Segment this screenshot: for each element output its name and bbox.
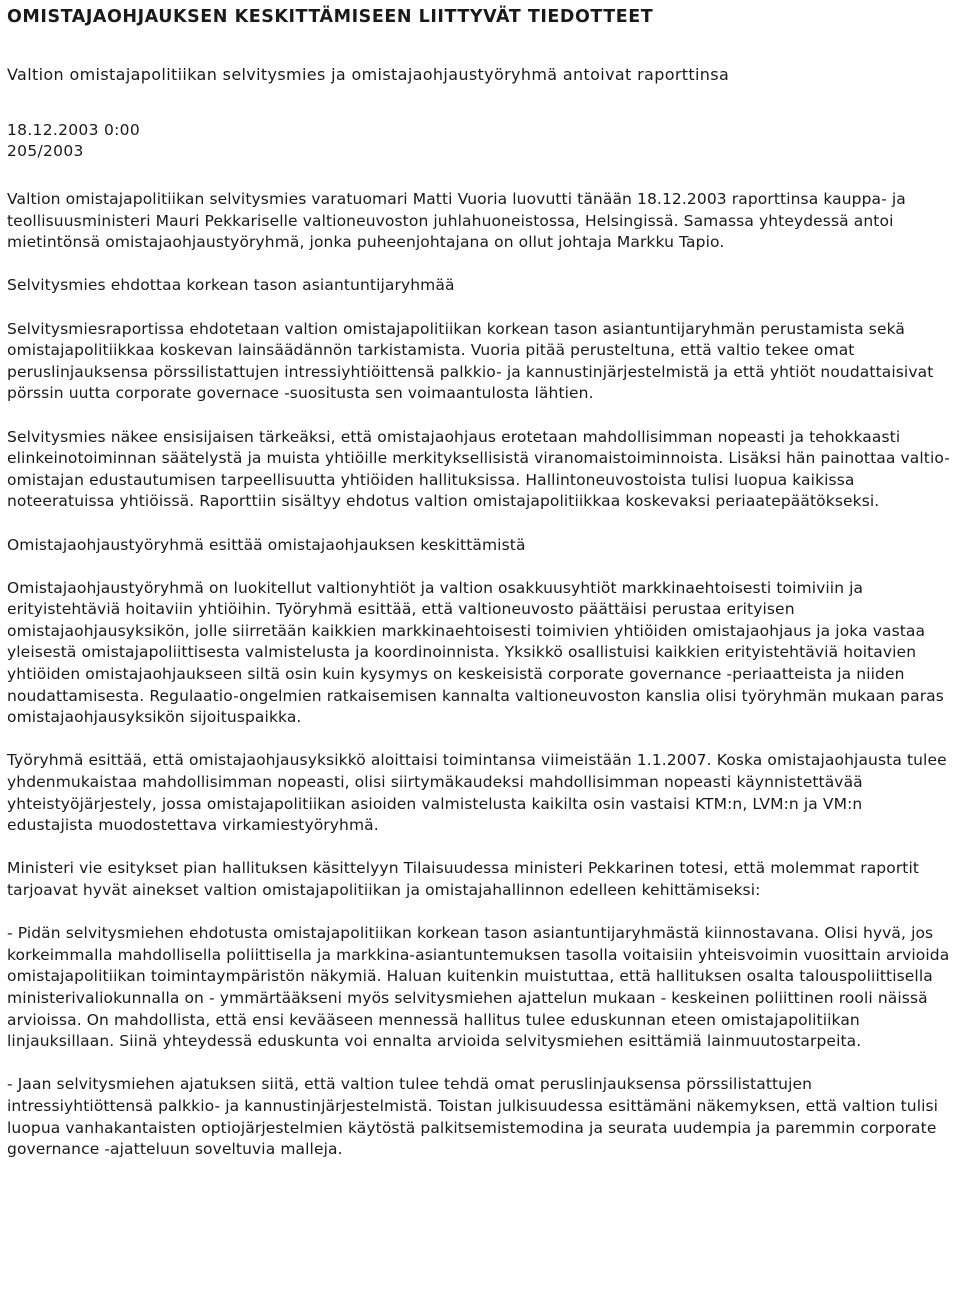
paragraph-quote: - Pidän selvitysmiehen ehdotusta omistajapolitiikan korkean tason asiantuntijaryhmästä kiinnostavana. Olisi hyvä, jos korkeimmalla mahdollisella poliittisella ja markkina-asiantuntemuksen tasolla voitaisiin yhteisvoimin vuosittain arvioida omistajapolitiikan toimintaympäristön näkymiä. Haluan kuitenkin muistuttaa, että hallituksen osalta talouspoliittisella ministerivaliokunnalla on - ymmärtääkseni myös selvitysmiehen ajattelun mukaan - keskeinen poliittinen rooli näissä arvioissa. On mahdollista, että ensi kevääseen mennessä hallitus tulee eduskunnan eteen omistajapolitiikan linjauksillaan. Siinä yhteydessä eduskunta voi ennalta arvioida selvitysmiehen esittämiä lainmuutostarpeita.	[7, 924, 950, 1051]
document-subtitle: Valtion omistajapolitiikan selvitysmies ja omistajaohjaustyöryhmä antoivat raporttinsa	[7, 65, 730, 84]
paragraph: Selvitysmiesraportissa ehdotetaan valtion omistajapolitiikan korkean tason asiantuntijaryhmän perustamista sekä omistajapolitiikkaa koskevan lainsäädännön tarkistamista. Vuoria pitää perusteltuna, että valtio tekee omat peruslinjauksensa pörssilistattujen intressiyhtiöittensä palkkio- ja kannustinjärjestelmistä ja että yhtiöt noudattaisivat pörssin uutta corporate governace -suositusta sen voimaantulosta lähtien.	[7, 319, 934, 403]
section-heading-tyoryhma: Omistajaohjaustyöryhmä esittää omistajaohjauksen keskittämistä	[7, 535, 526, 554]
document-title: OMISTAJAOHJAUKSEN KESKITTÄMISEEN LIITTYVÄT TIEDOTTEET	[7, 7, 654, 27]
paragraph: Selvitysmies näkee ensisijaisen tärkeäksi, että omistajaohjaus erotetaan mahdollisimman nopeasti ja tehokkaasti elinkeinotoiminnan säätelystä ja muista yhtiöille merkityksellisistä viranomaistoiminnoista. Lisäksi hän painottaa valtio-omistajan edustautumisen tarpeellisuutta yhtiöiden hallituksissa. Hallintoneuvostoista tulisi luopua kaikissa noteeratuissa yhtiöissä. Raporttiin sisältyy ehdotus valtion omistajapolitiikkaa koskevaksi periaatepäätökseksi.	[7, 427, 950, 511]
paragraph: Ministeri vie esitykset pian hallituksen käsittelyyn Tilaisuudessa ministeri Pekkarinen totesi, että molemmat raportit tarjoavat hyvät ainekset valtion omistajapolitiikan ja omistajahallinnon edelleen kehittämiseksi:	[7, 859, 920, 899]
release-date: 18.12.2003 0:00	[7, 121, 140, 139]
paragraph-intro: Valtion omistajapolitiikan selvitysmies varatuomari Matti Vuoria luovutti tänään 18.12.2003 raporttinsa kauppa- ja teollisuusministeri Mauri Pekkariselle valtioneuvoston juhlahuoneistossa, Helsingissä. Samassa yhteydessä antoi mietintönsä omistajaohjaustyöryhmä, jonka puheenjohtajana on ollut johtaja Markku Tapio.	[7, 190, 906, 252]
paragraph-quote: - Jaan selvitysmiehen ajatuksen siitä, että valtion tulee tehdä omat peruslinjauksensa pörssilistattujen intressiyhtiöttensä palkkio- ja kannustinjärjestelmistä. Toistan julkisuudessa esittämäni näkemyksen, että valtion tulisi luopua vanhakantaisten optiojärjestelmien käytöstä palkitsemistemodina ja seurata uudempia ja paremmin corporate governance -ajatteluun soveltuvia malleja.	[7, 1075, 939, 1159]
release-number: 205/2003	[7, 142, 84, 160]
paragraph: Omistajaohjaustyöryhmä on luokitellut valtionyhtiöt ja valtion osakkuusyhtiöt markkinaehtoisesti toimiviin ja erityistehtäviä hoitaviin yhtiöihin. Työryhmä esittää, että valtioneuvosto päättäisi perustaa erityisen omistajaohjausyksikön, jolle siirretään kaikkien markkinaehtoisesti toimivien yhtiöiden omistajaohjaus ja joka vastaa yleisestä omistajapoliittisesta valmistelusta ja koordinoinnista. Yksikkö osallistuisi kaikkien erityistehtäviä hoitavien yhtiöiden omistajaohjaukseen siltä osin kuin kysymys on keskeisistä corporate governance -periaatteista ja niiden noudattamisesta. Regulaatio-ongelmien ratkaisemisen kannalta valtioneuvoston kanslia olisi työryhmän mukaan paras omistajaohjausyksikön sijoituspaikka.	[7, 578, 944, 727]
paragraph: Työryhmä esittää, että omistajaohjausyksikkö aloittaisi toimintansa viimeistään 1.1.2007. Koska omistajaohjausta tulee yhdenmukaistaa mahdollisimman nopeasti, olisi siirtymäkaudeksi mahdollisimman nopeasti käynnistettävää yhteistyöjärjestely, jossa omistajapolitiikan asioiden valmistelusta kaikilta osin vastaisi KTM:n, LVM:n ja VM:n edustajista muodostettava virkamiestyöryhmä.	[7, 751, 947, 835]
release-meta	[7, 120, 952, 162]
document-body	[7, 189, 952, 1161]
section-heading-selvitysmies: Selvitysmies ehdottaa korkean tason asiantuntijaryhmää	[7, 276, 455, 295]
